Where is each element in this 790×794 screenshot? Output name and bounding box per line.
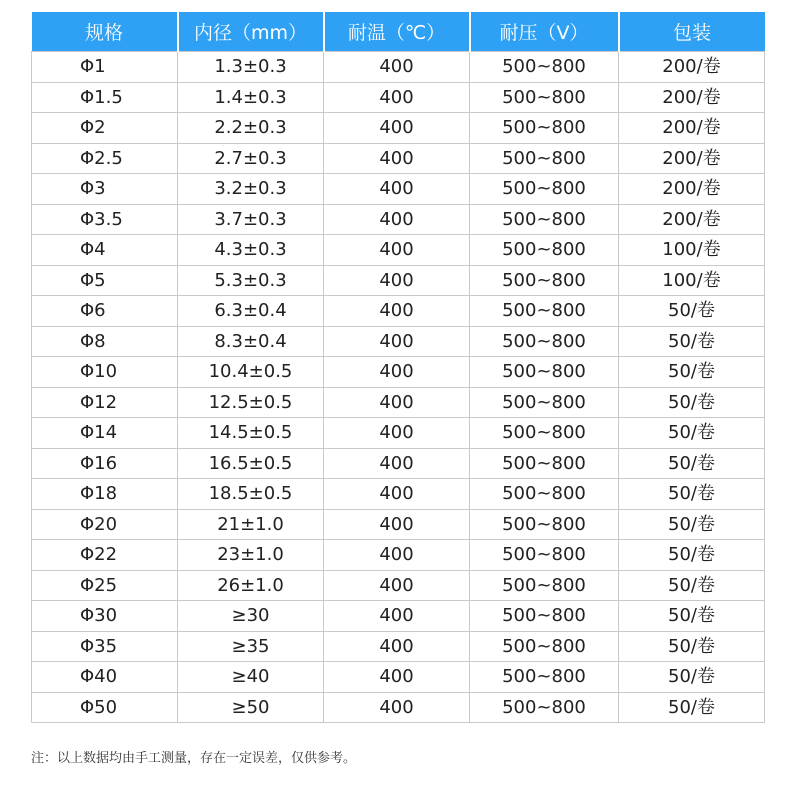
- cell-temperature: 400: [324, 113, 470, 144]
- cell-packaging: 200/卷: [619, 82, 765, 113]
- table-row: [32, 296, 765, 327]
- cell-voltage: 500~800: [470, 418, 619, 449]
- table-row: [32, 418, 765, 449]
- cell-packaging: 100/卷: [619, 265, 765, 296]
- header-spec: 规格: [32, 12, 178, 52]
- cell-temperature: 400: [324, 448, 470, 479]
- cell-inner-diameter: 21±1.0: [178, 509, 324, 540]
- table-row: [32, 662, 765, 693]
- footnote: 注：以上数据均由手工测量，存在一定误差，仅供参考。: [31, 751, 357, 766]
- header-row: [32, 12, 765, 52]
- cell-packaging: 50/卷: [619, 418, 765, 449]
- cell-packaging: 50/卷: [619, 540, 765, 571]
- cell-packaging: 100/卷: [619, 235, 765, 266]
- table-row: [32, 357, 765, 388]
- cell-spec: Φ1.5: [32, 82, 178, 113]
- cell-voltage: 500~800: [470, 113, 619, 144]
- table-row: [32, 82, 765, 113]
- cell-voltage: 500~800: [470, 387, 619, 418]
- cell-inner-diameter: 16.5±0.5: [178, 448, 324, 479]
- cell-inner-diameter: 8.3±0.4: [178, 326, 324, 357]
- cell-spec: Φ12: [32, 387, 178, 418]
- header-packaging: 包装: [619, 12, 765, 52]
- cell-packaging: 50/卷: [619, 509, 765, 540]
- cell-spec: Φ50: [32, 692, 178, 723]
- cell-spec: Φ40: [32, 662, 178, 693]
- cell-inner-diameter: 3.2±0.3: [178, 174, 324, 205]
- cell-inner-diameter: 1.3±0.3: [178, 52, 324, 83]
- cell-voltage: 500~800: [470, 296, 619, 327]
- cell-temperature: 400: [324, 540, 470, 571]
- cell-packaging: 50/卷: [619, 387, 765, 418]
- cell-spec: Φ6: [32, 296, 178, 327]
- cell-temperature: 400: [324, 82, 470, 113]
- cell-spec: Φ30: [32, 601, 178, 632]
- cell-voltage: 500~800: [470, 265, 619, 296]
- cell-spec: Φ2: [32, 113, 178, 144]
- cell-packaging: 50/卷: [619, 479, 765, 510]
- cell-packaging: 50/卷: [619, 662, 765, 693]
- cell-spec: Φ2.5: [32, 143, 178, 174]
- cell-voltage: 500~800: [470, 52, 619, 83]
- table-row: [32, 631, 765, 662]
- cell-temperature: 400: [324, 235, 470, 266]
- cell-voltage: 500~800: [470, 692, 619, 723]
- cell-inner-diameter: 10.4±0.5: [178, 357, 324, 388]
- cell-spec: Φ1: [32, 52, 178, 83]
- cell-spec: Φ3: [32, 174, 178, 205]
- cell-voltage: 500~800: [470, 204, 619, 235]
- cell-inner-diameter: ≥35: [178, 631, 324, 662]
- cell-packaging: 50/卷: [619, 601, 765, 632]
- cell-inner-diameter: 3.7±0.3: [178, 204, 324, 235]
- cell-inner-diameter: ≥50: [178, 692, 324, 723]
- cell-voltage: 500~800: [470, 662, 619, 693]
- header-inner-diameter: 内径（mm）: [178, 12, 324, 52]
- cell-spec: Φ3.5: [32, 204, 178, 235]
- cell-spec: Φ18: [32, 479, 178, 510]
- table-row: [32, 326, 765, 357]
- cell-temperature: 400: [324, 296, 470, 327]
- cell-temperature: 400: [324, 601, 470, 632]
- cell-spec: Φ5: [32, 265, 178, 296]
- cell-spec: Φ16: [32, 448, 178, 479]
- cell-temperature: 400: [324, 52, 470, 83]
- cell-inner-diameter: 5.3±0.3: [178, 265, 324, 296]
- cell-inner-diameter: ≥40: [178, 662, 324, 693]
- cell-inner-diameter: 12.5±0.5: [178, 387, 324, 418]
- cell-packaging: 50/卷: [619, 357, 765, 388]
- table-row: [32, 143, 765, 174]
- cell-temperature: 400: [324, 143, 470, 174]
- cell-voltage: 500~800: [470, 143, 619, 174]
- cell-temperature: 400: [324, 479, 470, 510]
- cell-temperature: 400: [324, 662, 470, 693]
- cell-temperature: 400: [324, 692, 470, 723]
- table-row: [32, 570, 765, 601]
- cell-temperature: 400: [324, 509, 470, 540]
- cell-temperature: 400: [324, 326, 470, 357]
- cell-temperature: 400: [324, 387, 470, 418]
- cell-inner-diameter: 18.5±0.5: [178, 479, 324, 510]
- table-row: [32, 265, 765, 296]
- cell-inner-diameter: 14.5±0.5: [178, 418, 324, 449]
- table-row: [32, 113, 765, 144]
- cell-spec: Φ35: [32, 631, 178, 662]
- cell-spec: Φ10: [32, 357, 178, 388]
- cell-packaging: 50/卷: [619, 631, 765, 662]
- cell-voltage: 500~800: [470, 174, 619, 205]
- cell-packaging: 200/卷: [619, 143, 765, 174]
- table-row: [32, 540, 765, 571]
- header-temperature: 耐温（℃）: [324, 12, 470, 52]
- cell-packaging: 50/卷: [619, 448, 765, 479]
- cell-packaging: 200/卷: [619, 204, 765, 235]
- cell-voltage: 500~800: [470, 357, 619, 388]
- cell-packaging: 50/卷: [619, 692, 765, 723]
- cell-voltage: 500~800: [470, 326, 619, 357]
- cell-packaging: 50/卷: [619, 326, 765, 357]
- spec-table: [31, 12, 765, 723]
- cell-temperature: 400: [324, 631, 470, 662]
- cell-inner-diameter: 23±1.0: [178, 540, 324, 571]
- cell-packaging: 200/卷: [619, 174, 765, 205]
- cell-voltage: 500~800: [470, 82, 619, 113]
- cell-inner-diameter: 26±1.0: [178, 570, 324, 601]
- cell-voltage: 500~800: [470, 570, 619, 601]
- cell-inner-diameter: ≥30: [178, 601, 324, 632]
- cell-packaging: 50/卷: [619, 296, 765, 327]
- table-row: [32, 387, 765, 418]
- cell-spec: Φ14: [32, 418, 178, 449]
- cell-inner-diameter: 6.3±0.4: [178, 296, 324, 327]
- cell-packaging: 200/卷: [619, 113, 765, 144]
- cell-temperature: 400: [324, 357, 470, 388]
- cell-temperature: 400: [324, 204, 470, 235]
- cell-packaging: 50/卷: [619, 570, 765, 601]
- table-row: [32, 52, 765, 83]
- cell-temperature: 400: [324, 418, 470, 449]
- cell-inner-diameter: 1.4±0.3: [178, 82, 324, 113]
- cell-inner-diameter: 2.7±0.3: [178, 143, 324, 174]
- cell-spec: Φ20: [32, 509, 178, 540]
- cell-voltage: 500~800: [470, 235, 619, 266]
- cell-voltage: 500~800: [470, 448, 619, 479]
- table-row: [32, 235, 765, 266]
- table-row: [32, 448, 765, 479]
- table-row: [32, 509, 765, 540]
- cell-voltage: 500~800: [470, 601, 619, 632]
- cell-voltage: 500~800: [470, 540, 619, 571]
- cell-spec: Φ4: [32, 235, 178, 266]
- table-row: [32, 174, 765, 205]
- cell-voltage: 500~800: [470, 479, 619, 510]
- cell-spec: Φ25: [32, 570, 178, 601]
- cell-voltage: 500~800: [470, 509, 619, 540]
- table-body: [32, 52, 765, 723]
- table-row: [32, 204, 765, 235]
- cell-inner-diameter: 4.3±0.3: [178, 235, 324, 266]
- header-voltage: 耐压（V）: [470, 12, 619, 52]
- cell-inner-diameter: 2.2±0.3: [178, 113, 324, 144]
- cell-packaging: 200/卷: [619, 52, 765, 83]
- table-row: [32, 601, 765, 632]
- table-header: [32, 12, 765, 52]
- cell-temperature: 400: [324, 265, 470, 296]
- table-row: [32, 692, 765, 723]
- cell-temperature: 400: [324, 174, 470, 205]
- cell-spec: Φ8: [32, 326, 178, 357]
- table-row: [32, 479, 765, 510]
- cell-temperature: 400: [324, 570, 470, 601]
- cell-spec: Φ22: [32, 540, 178, 571]
- cell-voltage: 500~800: [470, 631, 619, 662]
